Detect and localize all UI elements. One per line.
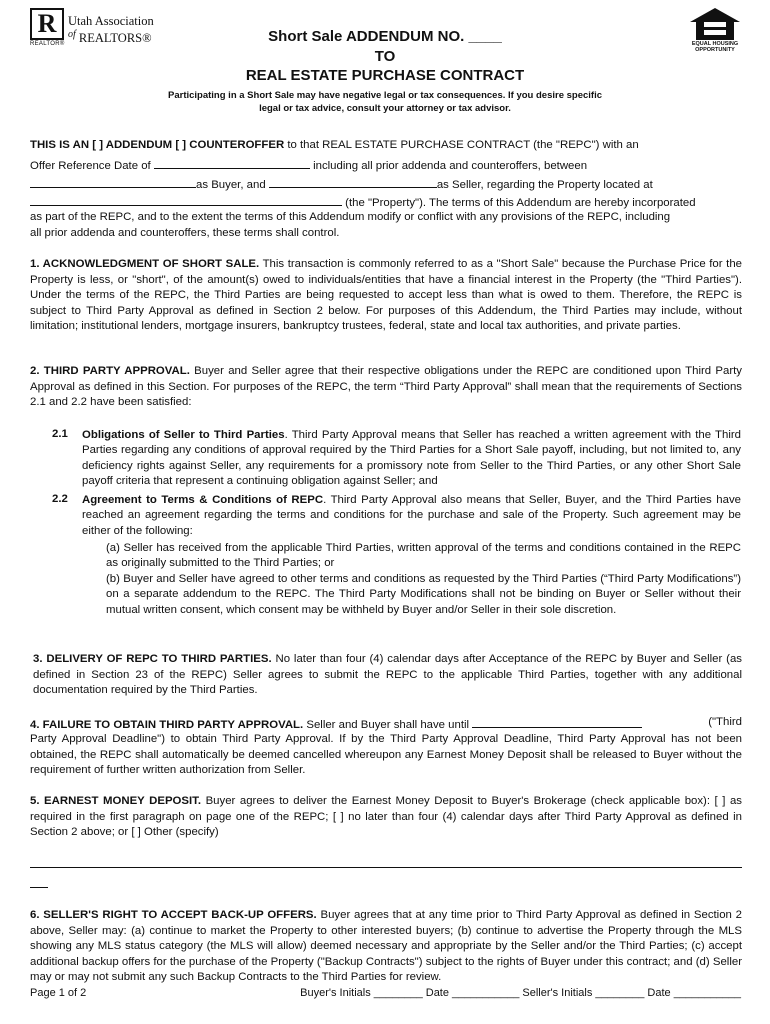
initials-line: Buyer's Initials ________ Date ___________ Seller's Initials ________ Date ___________	[300, 987, 741, 999]
offer-ref-label: Offer Reference Date of	[30, 160, 151, 172]
seller-name-field[interactable]	[269, 176, 437, 188]
offer-date-field[interactable]	[154, 157, 310, 169]
page-number: Page 1 of 2	[30, 987, 87, 999]
realtor-r-icon: R	[30, 8, 64, 40]
logo-org-prefix: of	[68, 29, 76, 40]
section-2-2-a: (a) Seller has received from the applicable Third Parties, written approval of the terms and conditions contained in the REPC as originally submitted to the Third Parties; or	[106, 542, 741, 570]
buyer-name-field[interactable]	[30, 176, 196, 188]
title-line3: REAL ESTATE PURCHASE CONTRACT	[245, 67, 525, 84]
section-1-heading: 1. ACKNOWLEDGMENT OF SHORT SALE.	[30, 258, 260, 270]
section-2-1-text: . Third Party Approval means that Seller has reached a written agreement with the Third Parties regarding any conditions of approval required by the Third Parties for a Short Sale payoff, including, but not limited to, any deficiency rights against Seller, any requirements for a promissory note from Seller to the Third Parties, or any other Short Sale payoff criteria that represent a continuing obligation against Seller; and	[82, 429, 741, 487]
as-seller-text: as Seller, regarding the Property located at	[436, 179, 653, 191]
section-5-heading: 5. EARNEST MONEY DEPOSIT.	[30, 795, 202, 807]
section-3-heading: 3. DELIVERY OF REPC TO THIRD PARTIES.	[33, 653, 272, 665]
intro-lead: THIS IS AN [ ] ADDENDUM [ ] COUNTEROFFER	[30, 139, 285, 151]
section-6-text: Buyer agrees that at any time prior to Third Party Approval as defined in Section 2 above, Seller may: (a) continue to market the Property to other interested buyers; (b) continue to advertise the Property through the MLS showing any MLS status category (the MLS will allow) deemed necessary and appropriate by the Seller and/or the Third Parties; (c) accept additional backup offers for the purchase of the Property ("Backup Contracts") subject to the rights of Buyer under this contract; and (d) Seller may or may not submit any such Backup Contracts to the Third Parties for review.	[30, 909, 743, 983]
warning-line1: Participating in a Short Sale may have negative legal or tax consequences. If you desire specific	[168, 90, 602, 101]
section-2-1	[82, 428, 741, 489]
section-4-heading: 4. FAILURE TO OBTAIN THIRD PARTY APPROVAL.	[30, 719, 304, 731]
section-4-line1	[30, 716, 742, 731]
approval-deadline-field[interactable]	[472, 716, 642, 728]
section-2-2	[82, 493, 741, 539]
section-3-text: No later than four (4) calendar days after Acceptance of the REPC by Buyer and Seller (as defined in Section 23 of the REPC) Seller agrees to submit the REPC to the applicable Third Parties, together with any additional documentation required by the Third Parties.	[33, 653, 742, 696]
intro-line6: all prior addenda and counteroffers, these terms shall control.	[30, 227, 340, 239]
intro-line4	[30, 194, 696, 209]
section-5	[30, 794, 742, 841]
prior-addenda-text: including all prior addenda and counteroffers, between	[313, 160, 588, 172]
logo-org-realtors: REALTORS®	[78, 31, 152, 46]
logo-tag: REALTOR®	[30, 41, 65, 47]
section-2	[30, 364, 742, 411]
section-5-text: Buyer agrees to deliver the Earnest Money Deposit to Buyer's Brokerage (check applicable box): [ ] as required in the first paragraph on page one of the REPC; [ ] no later than four (4) calendar days after Third Party Approval as defined in Section 2 above; or [ ] Other (specify)	[30, 795, 743, 838]
section-4-after-blank: ("Third	[708, 716, 742, 728]
section-4-text: Party Approval Deadline") to obtain Third Party Approval. If by the Third Party Approval Deadline, Third Party Approval has not been obtained, the REPC shall automatically be deemed cancelled whereupon any Earnest Money Deposit shall be released to Buyer without the requirement of further written authorization from Seller.	[30, 733, 742, 776]
title-line1: Short Sale ADDENDUM NO. ____	[268, 28, 502, 45]
section-2-1-number: 2.1	[52, 428, 68, 440]
property-address-field[interactable]	[30, 194, 342, 206]
section-1	[30, 257, 742, 335]
section-6	[30, 908, 742, 986]
other-specify-line-cont[interactable]	[30, 887, 48, 888]
section-2-1-heading: Obligations of Seller to Third Parties	[82, 429, 285, 441]
intro-line2	[30, 157, 587, 172]
section-3	[30, 652, 742, 699]
as-buyer-text: as Buyer, and	[196, 179, 266, 191]
title-line2: TO	[374, 48, 396, 65]
section-2-2-b: (b) Buyer and Seller have agreed to other terms and conditions as requested by the Third Parties (“Third Party Modifications”) on a separate addendum to the REPC. The Third Party Modifications shall not be binding on Buyer or Seller without their mutual written consent, which consent may be withheld by Buyer and/or Seller in their sole discretion.	[106, 573, 741, 616]
warning-line2: legal or tax advice, consult your attorney or tax advisor.	[259, 103, 511, 114]
intro-line1	[30, 139, 742, 151]
section-2-2-heading: Agreement to Terms & Conditions of REPC	[82, 494, 324, 506]
section-6-heading: 6. SELLER'S RIGHT TO ACCEPT BACK-UP OFFERS.	[30, 909, 317, 921]
section-1-text: This transaction is commonly referred to as a "Short Sale" because the Purchase Price for the Property is less, or "short", of the amount(s) owed to individuals/entities that have a financial interest in the Property (the "Third Parties"). Under the terms of the REPC, the Third Parties are being requested to accept less than what is owed to them. Therefore, the REPC is subject to Third Party Approval as defined in Section 2 below. For purposes of this Addendum, the Third Parties may include, without limitation; institutional lenders, mortgage insurers, bankruptcy trustees, federal, state and local tax authorities, and private parties.	[30, 258, 743, 332]
section-2-heading: 2. THIRD PARTY APPROVAL.	[30, 365, 190, 377]
equal-housing-line1: EQUAL HOUSING	[691, 41, 739, 47]
property-text: (the "Property"). The terms of this Addendum are hereby incorporated	[345, 197, 696, 209]
section-2-2-number: 2.2	[52, 493, 68, 505]
section-2-text: Buyer and Seller agree that their respective obligations under the REPC are conditioned upon Third Party Approval as defined in this Section. For purposes of the REPC, the term “Third Party Approval” shall mean that the requirements of Sections 2.1 and 2.2 have been satisfied:	[30, 365, 742, 408]
intro-lead-rest: to that REAL ESTATE PURCHASE CONTRACT (the "REPC") with an	[284, 139, 639, 151]
other-specify-line[interactable]	[30, 867, 742, 868]
logo-org-line1: Utah Association	[68, 14, 154, 28]
intro-line3	[30, 176, 653, 191]
section-4-lead: Seller and Buyer shall have until	[303, 719, 470, 731]
intro-line5: as part of the REPC, and to the extent the terms of this Addendum modify or conflict with any provisions of the REPC, including	[30, 211, 671, 223]
section-2-2-text: . Third Party Approval also means that Seller, Buyer, and the Third Parties have reached an agreement regarding the terms and conditions for the purchase and sale of the Property. Such agreement may be either of the following:	[82, 494, 741, 537]
equal-housing-line2: OPPORTUNITY	[695, 47, 735, 53]
